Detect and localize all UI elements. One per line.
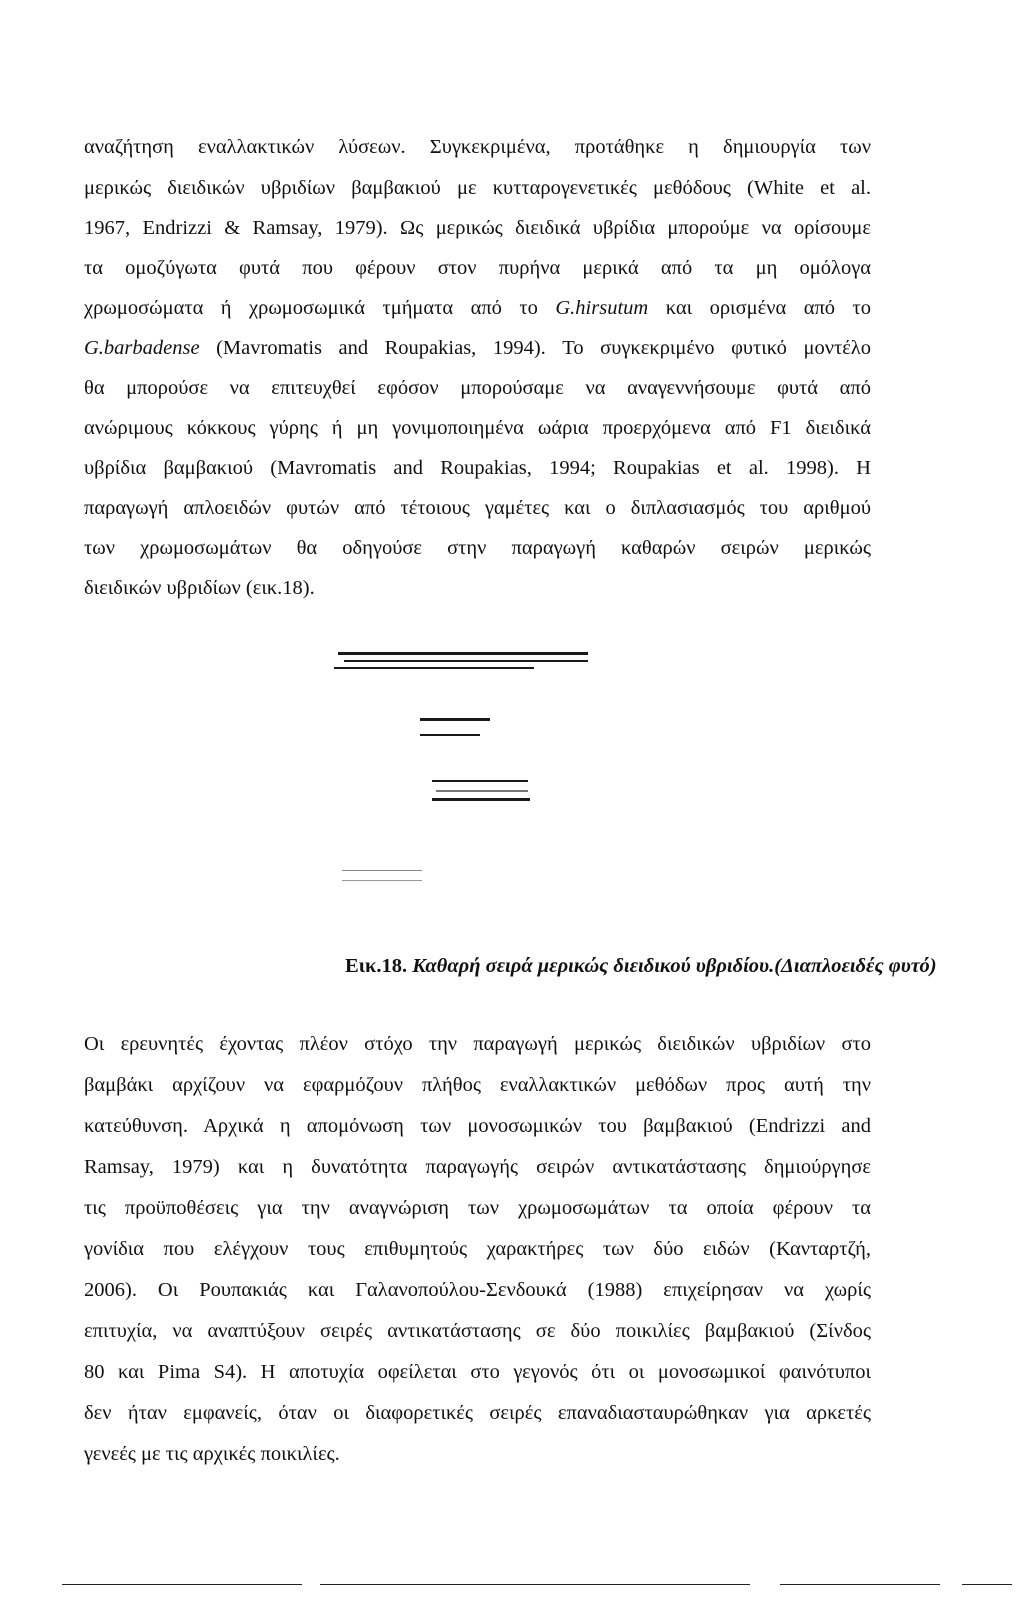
- figure-fragment: [334, 667, 534, 669]
- text-line: υβρίδια βαμβακιού (Mavromatis and Roupakias, 1994; Roupakias et al. 1998). Η: [84, 457, 871, 479]
- text-line: ανώριμους κόκκους γύρης ή μη γονιμοποιημένα ωάρια προερχόμενα από F1 διειδικά: [84, 417, 871, 439]
- text-line: γονίδια που ελέγχουν τους επιθυμητούς χαρακτήρες των δύο ειδών (Κανταρτζή,: [84, 1238, 871, 1260]
- text-line: Οι ερευνητές έχοντας πλέον στόχο την παραγωγή μερικώς διειδικών υβριδίων στο: [84, 1033, 871, 1055]
- species-name: G.hirsutum: [555, 297, 649, 319]
- text-line: 80 και Pima S4). Η αποτυχία οφείλεται στο γεγονός ότι οι μονοσωμικοί φαινότυποι: [84, 1361, 871, 1383]
- text-line: επιτυχία, να αναπτύξουν σειρές αντικατάστασης σε δύο ποικιλίες βαμβακιού (Σίνδος: [84, 1320, 871, 1342]
- figure-caption: [345, 955, 937, 978]
- text-line: τις προϋποθέσεις για την αναγνώριση των χρωμοσωμάτων τα οποία φέρουν τα: [84, 1197, 871, 1219]
- text-line: παραγωγή απλοειδών φυτών από τέτοιους γαμέτες και ο διπλασιασμός του αριθμού: [84, 497, 871, 519]
- text-line: Ramsay, 1979) και η δυνατότητα παραγωγής σειρών αντικατάστασης δημιούργησε: [84, 1156, 871, 1178]
- text-line: αναζήτηση εναλλακτικών λύσεων. Συγκεκριμένα, προτάθηκε η δημιουργία των: [84, 136, 871, 158]
- text-line: 1967, Endrizzi & Ramsay, 1979). Ως μερικώς διειδικά υβρίδια μπορούμε να ορίσουμε: [84, 217, 871, 239]
- footer-rule: [962, 1584, 1012, 1585]
- figure-fragment: [432, 798, 530, 801]
- text-line: κατεύθυνση. Αρχικά η απομόνωση των μονοσωμικών του βαμβακιού (Endrizzi and: [84, 1115, 871, 1137]
- caption-text: Καθαρή σειρά μερικώς διειδικού υβριδίου.(Διαπλοειδές φυτό): [412, 955, 937, 977]
- text-line: θα μπορούσε να επιτευχθεί εφόσον μπορούσαμε να αναγεννήσουμε φυτά από: [84, 377, 871, 399]
- text-line: 2006). Οι Ρουπακιάς και Γαλανοπούλου-Σενδουκά (1988) επιχείρησαν να χωρίς: [84, 1279, 871, 1301]
- text-line: τα ομοζύγωτα φυτά που φέρουν στον πυρήνα μερικά από τα μη ομόλογα: [84, 257, 871, 279]
- figure-image: [320, 648, 620, 928]
- text-line: βαμβάκι αρχίζουν να εφαρμόζουν πλήθος εναλλακτικών μεθόδων προς αυτή την: [84, 1074, 871, 1096]
- text-line: των χρωμοσωμάτων θα οδηγούσε στην παραγωγή καθαρών σειρών μερικώς: [84, 537, 871, 559]
- text-line: δεν ήταν εμφανείς, όταν οι διαφορετικές σειρές επαναδιασταυρώθηκαν για αρκετές: [84, 1402, 871, 1424]
- figure-fragment: [344, 660, 588, 662]
- text-line: [84, 296, 871, 320]
- text-span: και ορισμένα από το: [648, 297, 872, 319]
- figure-fragment: [420, 718, 490, 721]
- text-line: διειδικών υβριδίων (εικ.18).: [84, 577, 315, 599]
- figure-fragment: [338, 652, 588, 655]
- figure-fragment: [436, 790, 528, 792]
- footer-rule: [62, 1584, 302, 1585]
- text-line: γενεές με τις αρχικές ποικιλίες.: [84, 1443, 340, 1465]
- footer-rule: [320, 1584, 750, 1585]
- text-span: χρωμοσώματα ή χρωμοσωμικά τμήματα από το: [84, 297, 556, 319]
- figure-fragment: [432, 780, 528, 782]
- footer-rule: [780, 1584, 940, 1585]
- figure-fragment: [342, 880, 422, 881]
- text-span: (Mavromatis and Roupakias, 1994). Το συγκεκριμένο φυτικό μοντέλο: [199, 337, 871, 359]
- figure-fragment: [420, 734, 480, 736]
- text-line: μερικώς διειδικών υβριδίων βαμβακιού με κυτταρογενετικές μεθόδους (White et al.: [84, 177, 871, 199]
- species-name: G.barbadense: [84, 337, 200, 359]
- figure-fragment: [342, 870, 422, 871]
- caption-label: Εικ.18.: [345, 955, 413, 977]
- text-line: [84, 336, 871, 360]
